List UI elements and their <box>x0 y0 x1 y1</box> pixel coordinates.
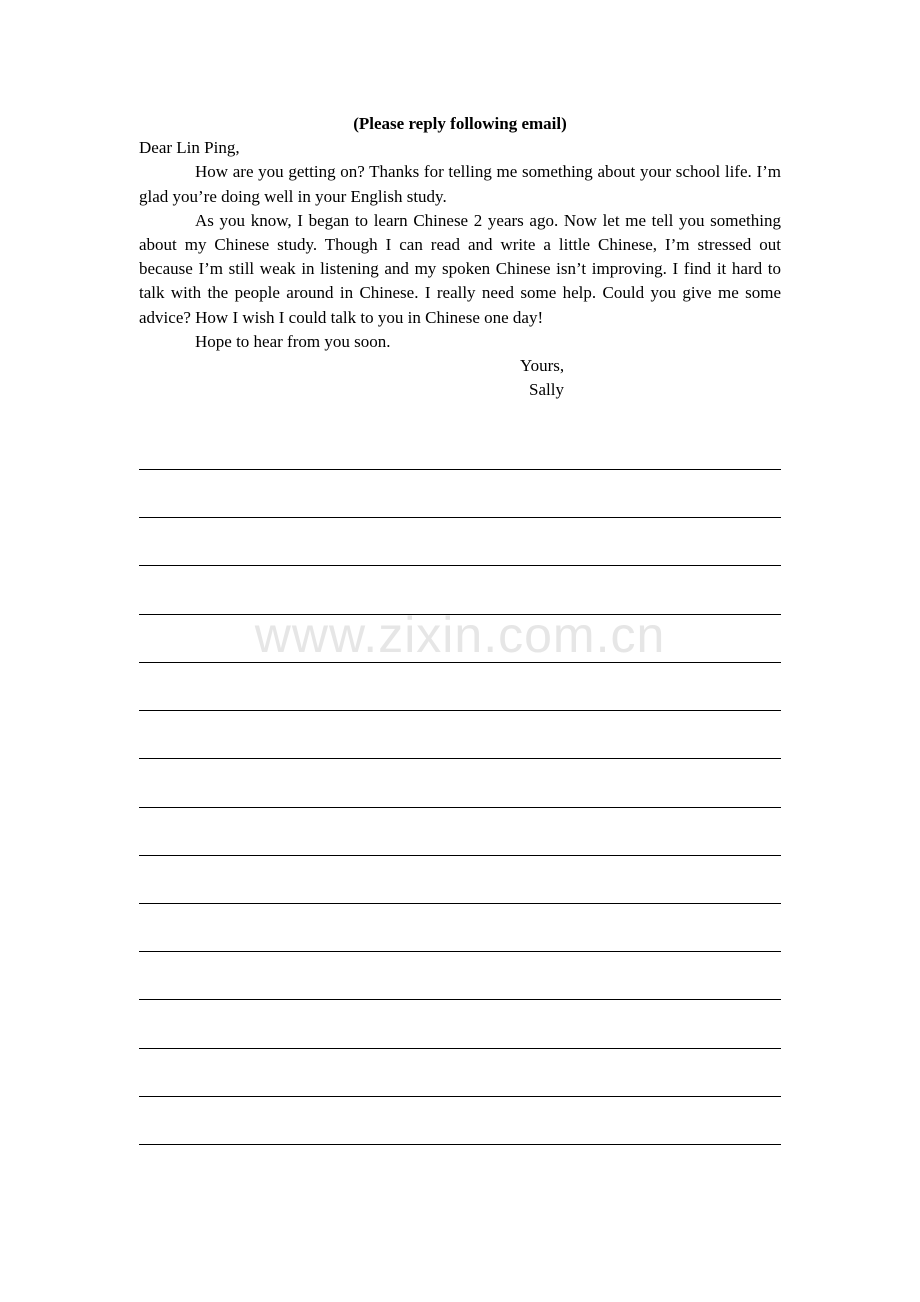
answer-line[interactable] <box>139 1048 781 1049</box>
letter-block <box>139 112 781 402</box>
instruction-heading: (Please reply following email) <box>353 114 567 133</box>
answer-line[interactable] <box>139 565 781 566</box>
answer-line[interactable] <box>139 1144 781 1145</box>
letter-paragraph: How are you getting on? Thanks for telling me something about your school life. I’m glad you’re doing well in your English study. <box>139 162 781 206</box>
answer-line[interactable] <box>139 999 781 1000</box>
answer-line[interactable] <box>139 951 781 952</box>
answer-line[interactable] <box>139 662 781 663</box>
answer-line[interactable] <box>139 517 781 518</box>
letter-paragraph: As you know, I began to learn Chinese 2 years ago. Now let me tell you something about my Chinese study. Though I can read and write a little Chinese, I’m stressed out because I’m still weak in listening and my spoken Chinese isn’t improving. I find it hard to talk with the people around in Chinese. I really need some help. Could you give me some advice? How I wish I could talk to you in Chinese one day! <box>139 210 781 327</box>
salutation: Dear Lin Ping, <box>139 138 240 158</box>
signature: Sally <box>529 380 564 400</box>
answer-line[interactable] <box>139 710 781 711</box>
letter-paragraph: Hope to hear from you soon. <box>195 331 391 351</box>
answer-line[interactable] <box>139 855 781 856</box>
answer-line[interactable] <box>139 1096 781 1097</box>
watermark: www.zixin.com.cn <box>254 607 666 663</box>
answer-line[interactable] <box>139 614 781 615</box>
answer-line[interactable] <box>139 903 781 904</box>
closing: Yours, <box>520 356 565 376</box>
answer-line[interactable] <box>139 469 781 470</box>
answer-line[interactable] <box>139 758 781 759</box>
answer-line[interactable] <box>139 807 781 808</box>
